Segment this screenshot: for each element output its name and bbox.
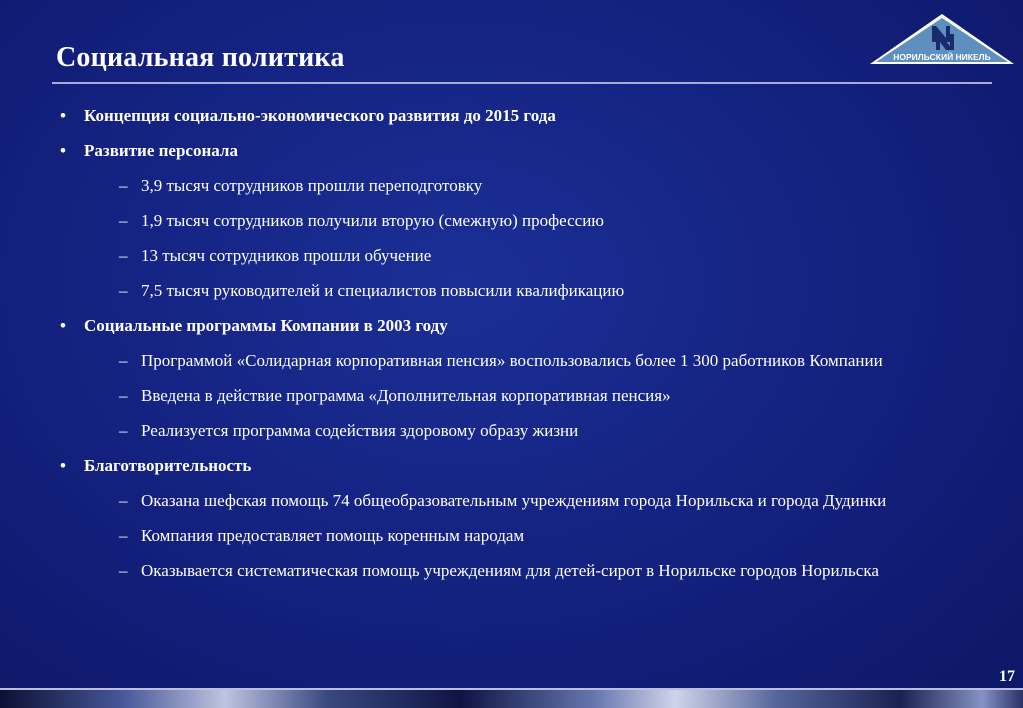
dash-marker: – <box>119 386 128 405</box>
dash-marker: – <box>119 561 128 580</box>
dash-marker: – <box>119 281 128 300</box>
sub-item-text: Введена в действие программа «Дополнительная корпоративная пенсия» <box>141 386 671 405</box>
sub-item-text: 7,5 тысяч руководителей и специалистов повысили квалификацию <box>141 281 625 300</box>
sub-item <box>60 489 953 512</box>
sub-item <box>60 559 953 582</box>
title-divider <box>52 82 992 84</box>
bullet-marker: • <box>60 141 66 160</box>
footer-decorative-band <box>0 690 1023 708</box>
bullet-text: Концепция социально-экономического развития до 2015 года <box>84 106 556 125</box>
dash-marker: – <box>119 211 128 230</box>
sub-item <box>60 524 953 547</box>
sub-item <box>60 349 953 372</box>
company-logo <box>866 12 1018 66</box>
sub-item <box>60 174 953 197</box>
sub-list <box>60 174 953 302</box>
slide-content <box>60 104 953 594</box>
bullet-item <box>60 314 953 337</box>
dash-marker: – <box>119 176 128 195</box>
sub-item <box>60 209 953 232</box>
sub-item-text: 13 тысяч сотрудников прошли обучение <box>141 246 432 265</box>
bullet-text: Развитие персонала <box>84 141 238 160</box>
sub-item <box>60 244 953 267</box>
bullet-text: Благотворительность <box>84 456 252 475</box>
slide-title: Социальная политика <box>56 42 345 73</box>
sub-item-text: Реализуется программа содействия здоровому образу жизни <box>141 421 579 440</box>
sub-list <box>60 349 953 442</box>
sub-item-text: 1,9 тысяч сотрудников получили вторую (смежную) профессию <box>141 211 605 230</box>
dash-marker: – <box>119 491 128 510</box>
sub-item <box>60 279 953 302</box>
dash-marker: – <box>119 421 128 440</box>
bullet-item <box>60 104 953 127</box>
sub-item-text: Компания предоставляет помощь коренным народам <box>141 526 525 545</box>
bullet-item <box>60 139 953 162</box>
page-number: 17 <box>999 668 1015 685</box>
dash-marker: – <box>119 526 128 545</box>
sub-item-text: Оказывается систематическая помощь учреждениям для детей-сирот в Норильске городов Норильска <box>141 561 879 580</box>
bullet-text: Социальные программы Компании в 2003 году <box>84 316 448 335</box>
sub-item-text: Программой «Солидарная корпоративная пенсия» воспользовались более 1 300 работников Компании <box>141 351 883 370</box>
sub-item-text: Оказана шефская помощь 74 общеобразовательным учреждениям города Норильска и города Дудинки <box>141 491 887 510</box>
bullet-marker: • <box>60 106 66 125</box>
sub-list <box>60 489 953 582</box>
bullet-item <box>60 454 953 477</box>
dash-marker: – <box>119 246 128 265</box>
logo-text: НОРИЛЬСКИЙ НИКЕЛЬ <box>893 52 991 62</box>
norilsk-nickel-logo-icon <box>866 12 1018 66</box>
bullet-marker: • <box>60 456 66 475</box>
sub-item <box>60 419 953 442</box>
sub-item <box>60 384 953 407</box>
sub-item-text: 3,9 тысяч сотрудников прошли переподготовку <box>141 176 483 195</box>
bullet-marker: • <box>60 316 66 335</box>
dash-marker: – <box>119 351 128 370</box>
